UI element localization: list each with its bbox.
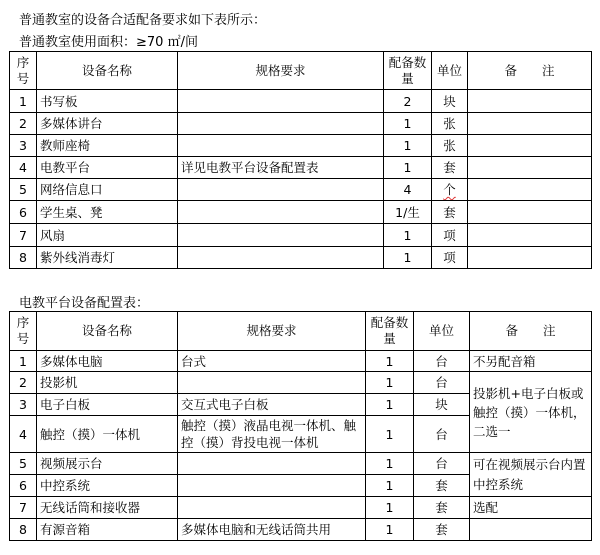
table-row (10, 453, 592, 475)
cell-qty: 1 (366, 453, 414, 475)
table-row (10, 224, 592, 247)
table-row (10, 90, 592, 113)
cell-name: 有源音箱 (37, 519, 178, 541)
cell-name: 触控（摸）一体机 (37, 416, 178, 453)
cell-seq: 5 (10, 179, 37, 201)
cell-spec: 触控（摸）液晶电视一体机、触控（摸）背投电视一体机 (178, 416, 366, 453)
cell-spec: 交互式电子白板 (178, 394, 366, 416)
cell-seq: 3 (10, 394, 37, 416)
cell-qty: 1 (366, 475, 414, 497)
cell-spec (178, 497, 366, 519)
intro-text: 普通教室的设备合适配备要求如下表所示： (19, 13, 267, 28)
classroom-equipment-table (9, 51, 592, 269)
table2-title: 电教平台设备配置表： (19, 296, 150, 311)
table-row (10, 351, 592, 372)
cell-name: 电教平台 (37, 157, 178, 179)
cell-seq: 7 (10, 224, 37, 247)
header-qty: 配备数量 (384, 52, 432, 90)
cell-name: 视频展示台 (37, 453, 178, 475)
cell-spec: 台式 (178, 351, 366, 372)
cell-seq: 4 (10, 157, 37, 179)
cell-qty: 1 (366, 416, 414, 453)
cell-qty: 1 (384, 247, 432, 269)
cell-spec (178, 475, 366, 497)
area-requirement: 普通教室使用面积：≥70 ㎡/间 (19, 35, 198, 50)
cell-unit: 张 (432, 135, 468, 157)
cell-qty: 1 (366, 351, 414, 372)
table-row (10, 497, 592, 519)
header-unit: 单位 (414, 312, 470, 351)
cell-seq: 2 (10, 372, 37, 394)
cell-qty: 4 (384, 179, 432, 201)
cell-qty: 1 (384, 157, 432, 179)
cell-unit: 台 (414, 453, 470, 475)
header-unit: 单位 (432, 52, 468, 90)
header-qty: 配备数量 (366, 312, 414, 351)
cell-spec (178, 135, 384, 157)
cell-unit: 台 (414, 351, 470, 372)
cell-spec (178, 179, 384, 201)
cell-name: 中控系统 (37, 475, 178, 497)
cell-unit: 套 (414, 475, 470, 497)
table-row (10, 247, 592, 269)
cell-qty: 1 (366, 394, 414, 416)
cell-spec (178, 90, 384, 113)
cell-name: 多媒体电脑 (37, 351, 178, 372)
table-row (10, 135, 592, 157)
cell-unit: 套 (414, 497, 470, 519)
cell-spec: 多媒体电脑和无线话筒共用 (178, 519, 366, 541)
cell-note (468, 135, 592, 157)
header-note: 备 注 (468, 52, 592, 90)
cell-name: 书写板 (37, 90, 178, 113)
table-row (10, 372, 592, 394)
table-row (10, 157, 592, 179)
cell-name: 学生桌、凳 (37, 201, 178, 224)
cell-note-merged: 投影机+电子白板或触控（摸）一体机，二选一 (470, 372, 592, 453)
cell-name: 无线话筒和接收器 (37, 497, 178, 519)
cell-name: 电子白板 (37, 394, 178, 416)
cell-unit: 项 (432, 247, 468, 269)
header-name: 设备名称 (37, 312, 178, 351)
cell-note (468, 247, 592, 269)
cell-seq: 1 (10, 90, 37, 113)
cell-name: 投影机 (37, 372, 178, 394)
cell-unit: 套 (432, 157, 468, 179)
table-row (10, 519, 592, 541)
cell-unit: 台 (414, 372, 470, 394)
cell-seq: 8 (10, 247, 37, 269)
cell-seq: 3 (10, 135, 37, 157)
av-platform-config-table (9, 311, 592, 541)
table-row (10, 179, 592, 201)
cell-name: 风扇 (37, 224, 178, 247)
cell-note: 不另配音箱 (470, 351, 592, 372)
cell-qty: 1 (366, 497, 414, 519)
cell-spec (178, 453, 366, 475)
cell-qty: 2 (384, 90, 432, 113)
cell-qty: 1 (384, 135, 432, 157)
unit-text: 个 (443, 182, 456, 197)
cell-qty: 1 (384, 113, 432, 135)
cell-note: 选配 (470, 497, 592, 519)
cell-spec (178, 247, 384, 269)
cell-unit: 块 (432, 90, 468, 113)
header-seq: 序号 (10, 312, 37, 351)
table-row (10, 201, 592, 224)
cell-note-merged: 可在视频展示台内置中控系统 (470, 453, 592, 497)
cell-seq: 5 (10, 453, 37, 475)
cell-note (468, 224, 592, 247)
cell-unit: 张 (432, 113, 468, 135)
cell-name: 紫外线消毒灯 (37, 247, 178, 269)
header-seq: 序号 (10, 52, 37, 90)
cell-unit: 套 (414, 519, 470, 541)
cell-seq: 2 (10, 113, 37, 135)
header-spec: 规格要求 (178, 312, 366, 351)
cell-note (468, 90, 592, 113)
cell-unit: 块 (414, 394, 470, 416)
table-header-row (10, 312, 592, 351)
cell-qty: 1 (366, 519, 414, 541)
cell-qty: 1 (384, 224, 432, 247)
cell-spec (178, 224, 384, 247)
cell-spec (178, 113, 384, 135)
cell-unit: 项 (432, 224, 468, 247)
cell-unit: 套 (432, 201, 468, 224)
cell-unit (432, 179, 468, 201)
cell-seq: 4 (10, 416, 37, 453)
cell-seq: 7 (10, 497, 37, 519)
cell-name: 多媒体讲台 (37, 113, 178, 135)
cell-seq: 1 (10, 351, 37, 372)
cell-qty: 1 (366, 372, 414, 394)
cell-seq: 6 (10, 475, 37, 497)
cell-seq: 6 (10, 201, 37, 224)
table-header-row (10, 52, 592, 90)
header-note: 备 注 (470, 312, 592, 351)
cell-spec (178, 372, 366, 394)
cell-unit: 台 (414, 416, 470, 453)
cell-seq: 8 (10, 519, 37, 541)
cell-name: 教师座椅 (37, 135, 178, 157)
cell-note (468, 113, 592, 135)
cell-spec (178, 201, 384, 224)
table-row (10, 113, 592, 135)
cell-note (468, 201, 592, 224)
cell-note (468, 157, 592, 179)
cell-name: 网络信息口 (37, 179, 178, 201)
cell-spec: 详见电教平台设备配置表 (178, 157, 384, 179)
cell-note (468, 179, 592, 201)
cell-qty: 1/生 (384, 201, 432, 224)
cell-note (470, 519, 592, 541)
header-name: 设备名称 (37, 52, 178, 90)
header-spec: 规格要求 (178, 52, 384, 90)
